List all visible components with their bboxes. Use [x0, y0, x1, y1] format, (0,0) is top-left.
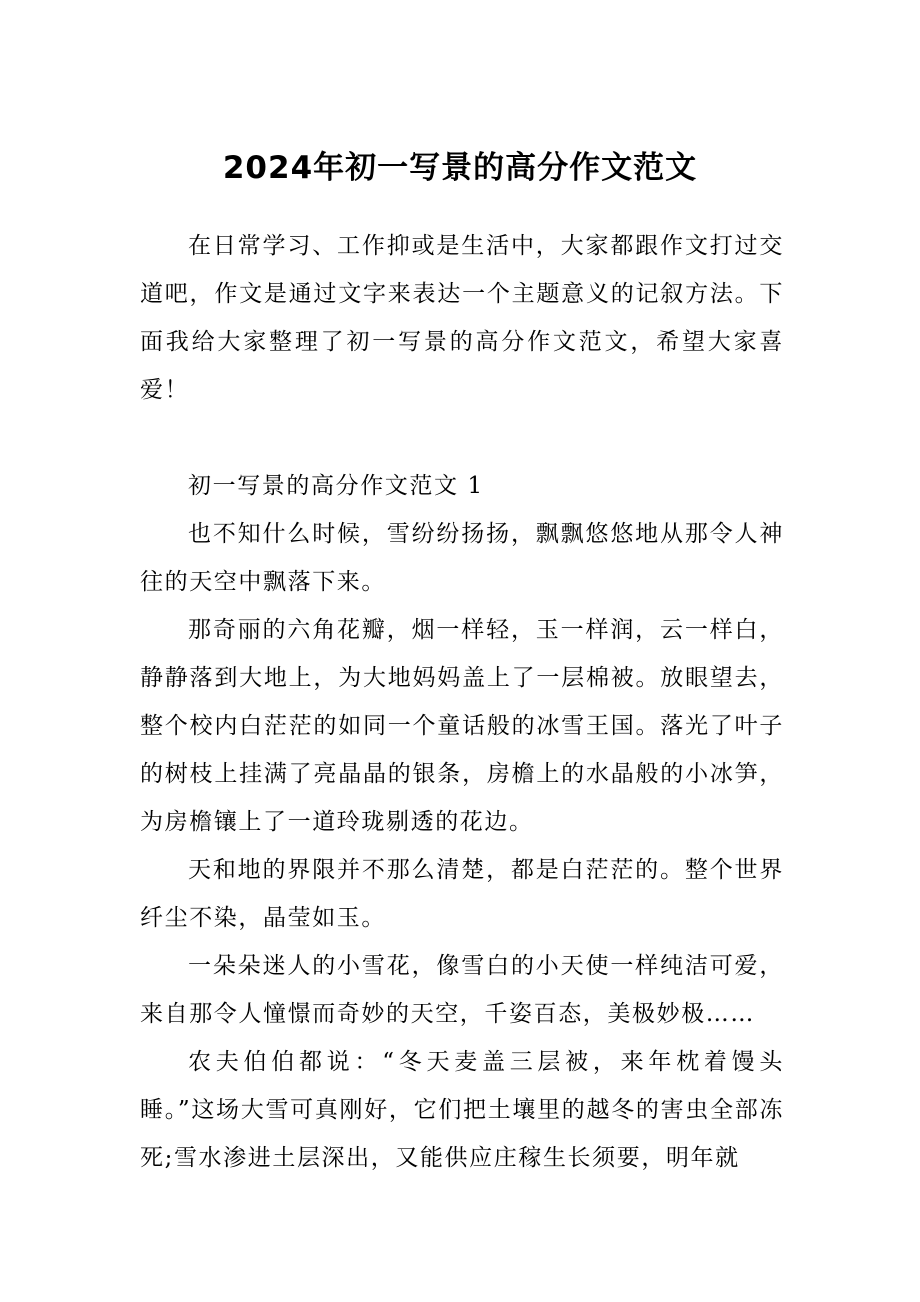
intro-paragraph: 在日常学习、工作抑或是生活中，大家都跟作文打过交道吧，作文是通过文字来表达一个主题意义的记叙方法。下面我给大家整理了初一写景的高分作文范文，希望大家喜爱！ — [140, 233, 784, 403]
body-paragraph-5: 农夫伯伯都说：“冬天麦盖三层被，来年枕着馒头睡。”这场大雪可真刚好，它们把土壤里的越冬的害虫全部冻死;雪水渗进土层深出，又能供应庄稼生长须要，明年就 — [140, 1049, 784, 1171]
body-paragraph-4: 一朵朵迷人的小雪花，像雪白的小天使一样纯洁可爱，来自那令人憧憬而奇妙的天空，千姿百态，美极妙极…… — [140, 953, 784, 1027]
body-paragraph-1: 也不知什么时候，雪纷纷扬扬，飘飘悠悠地从那令人神往的天空中飘落下来。 — [140, 521, 784, 595]
body-paragraph-3: 天和地的界限并不那么清楚，都是白茫茫的。整个世界纤尘不染，晶莹如玉。 — [140, 857, 784, 931]
section-heading: 初一写景的高分作文范文 1 — [188, 473, 484, 499]
body-paragraph-2: 那奇丽的六角花瓣，烟一样轻，玉一样润，云一样白，静静落到大地上，为大地妈妈盖上了一层棉被。放眼望去，整个校内白茫茫的如同一个童话般的冰雪王国。落光了叶子的树枝上挂满了亮晶晶的银条，房檐上的水晶般的小冰笋，为房檐镶上了一道玲珑剔透的花边。 — [140, 617, 784, 835]
document-body — [140, 222, 784, 1182]
document-title: 2024年初一写景的高分作文范文 — [222, 150, 698, 186]
